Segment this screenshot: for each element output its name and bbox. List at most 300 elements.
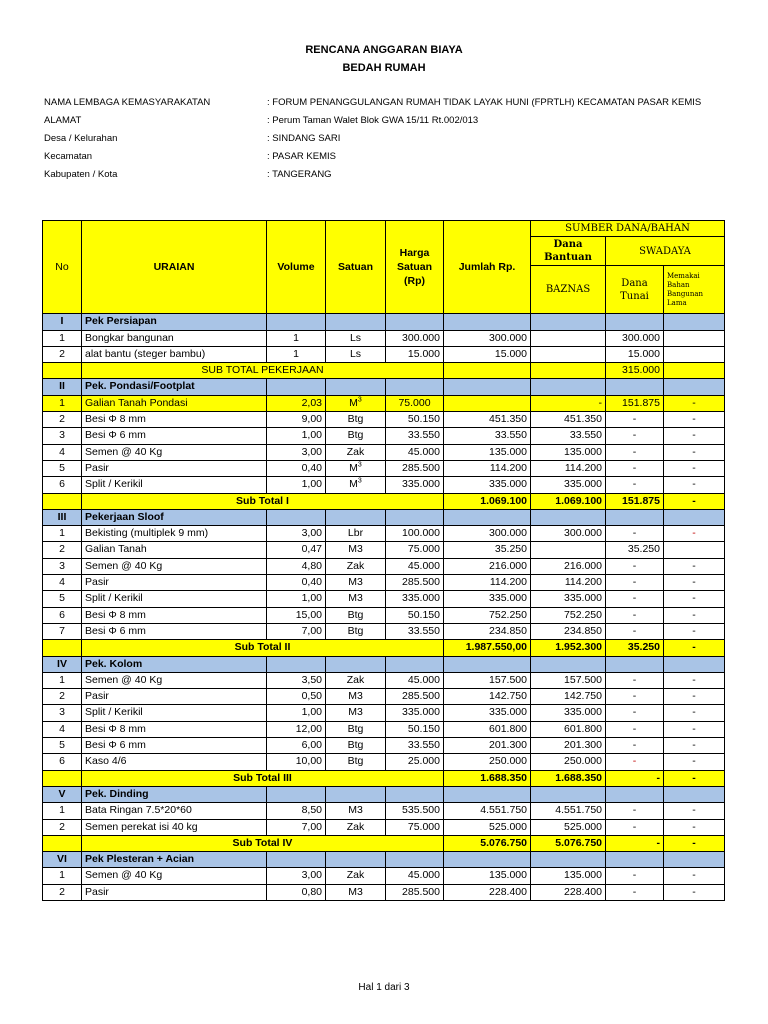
empty-cell [606, 379, 664, 395]
subtotal-lama [664, 363, 725, 379]
cell-jumlah: 300.000 [444, 526, 531, 542]
cell-tunai: - [606, 428, 664, 444]
cell-lama: - [664, 477, 725, 493]
cell-baznas: 114.200 [531, 460, 606, 476]
empty-cell [664, 786, 725, 802]
header-memakai [664, 266, 725, 314]
cell-jumlah: 35.250 [444, 542, 531, 558]
empty-cell [444, 379, 531, 395]
item-row [43, 705, 725, 721]
cell-harga: 75.000 [386, 819, 444, 835]
item-row [43, 460, 725, 476]
cell-tunai: - [606, 444, 664, 460]
cell-volume: 6,00 [267, 738, 326, 754]
empty-cell [531, 314, 606, 330]
header-harga-1: Harga [399, 247, 430, 260]
subtotal-lama: - [664, 640, 725, 656]
cell-jumlah: 114.200 [444, 460, 531, 476]
cell-jumlah: 216.000 [444, 558, 531, 574]
empty-cell [606, 314, 664, 330]
header-sumber: SUMBER DANA/BAHAN [531, 221, 725, 237]
item-row [43, 803, 725, 819]
cell-no: 2 [43, 884, 82, 900]
cell-no: 4 [43, 721, 82, 737]
cell-lama: - [664, 428, 725, 444]
section-row [43, 509, 725, 525]
info-value: : TANGERANG [267, 169, 332, 180]
cell-baznas: 157.500 [531, 672, 606, 688]
cell-uraian: Pasir [82, 884, 267, 900]
cell-jumlah: 228.400 [444, 884, 531, 900]
cell-uraian: Semen @ 40 Kg [82, 558, 267, 574]
empty-cell [531, 379, 606, 395]
item-row [43, 623, 725, 639]
cell-lama: - [664, 575, 725, 591]
cell-tunai: 35.250 [606, 542, 664, 558]
header-dana-bantuan-2: Bantuan [544, 252, 592, 264]
cell-satuan: M3 [326, 542, 386, 558]
item-row [43, 575, 725, 591]
cell-baznas: 228.400 [531, 884, 606, 900]
cell-satuan: M3 [326, 884, 386, 900]
info-row [44, 133, 340, 144]
subtotal-label: SUB TOTAL PEKERJAAN [82, 363, 444, 379]
item-row [43, 721, 725, 737]
header-dana-tunai-2: Tunai [620, 290, 649, 302]
subtotal-jumlah: 1.688.350 [444, 770, 531, 786]
cell-satuan: M3 [326, 575, 386, 591]
section-number: V [43, 786, 82, 802]
cell-lama [664, 330, 725, 346]
cell-lama: - [664, 803, 725, 819]
section-number: VI [43, 852, 82, 868]
cell-no: 1 [43, 672, 82, 688]
empty-cell [326, 786, 386, 802]
cell-harga: 285.500 [386, 460, 444, 476]
empty-cell [43, 640, 82, 656]
cell-harga: 285.500 [386, 884, 444, 900]
cell-baznas [531, 330, 606, 346]
cell-harga: 100.000 [386, 526, 444, 542]
info-label: ALAMAT [44, 115, 82, 126]
cell-jumlah: 142.750 [444, 689, 531, 705]
cell-jumlah: 451.350 [444, 412, 531, 428]
cell-lama: - [664, 591, 725, 607]
cell-baznas: 335.000 [531, 477, 606, 493]
section-number: I [43, 314, 82, 330]
item-row [43, 607, 725, 623]
cell-harga: 285.500 [386, 575, 444, 591]
cell-satuan: M3 [326, 689, 386, 705]
cell-uraian: Besi Φ 8 mm [82, 607, 267, 623]
section-title: Pek. Kolom [82, 656, 267, 672]
header-uraian: URAIAN [82, 221, 267, 314]
info-value: : FORUM PENANGGULANGAN RUMAH TIDAK LAYAK HUNI (FPRTLH) KECAMATAN PASAR KEMIS [267, 97, 702, 108]
empty-cell [43, 363, 82, 379]
subtotal-jumlah: 1.987.550,00 [444, 640, 531, 656]
cell-no: 1 [43, 395, 82, 411]
cell-tunai: - [606, 558, 664, 574]
cell-harga: 300.000 [386, 330, 444, 346]
subtotal-label: Sub Total IV [82, 835, 444, 851]
cell-satuan: Lbr [326, 526, 386, 542]
empty-cell [267, 852, 326, 868]
subtotal-baznas: 5.076.750 [531, 835, 606, 851]
item-row [43, 884, 725, 900]
cell-baznas: 142.750 [531, 689, 606, 705]
item-row [43, 526, 725, 542]
cell-jumlah: 601.800 [444, 721, 531, 737]
cell-no: 2 [43, 412, 82, 428]
subtotal-label: Sub Total III [82, 770, 444, 786]
cell-lama: - [664, 526, 725, 542]
empty-cell [444, 509, 531, 525]
cell-harga: 45.000 [386, 672, 444, 688]
cell-satuan: Zak [326, 444, 386, 460]
cell-jumlah: 752.250 [444, 607, 531, 623]
cell-tunai: - [606, 738, 664, 754]
cell-jumlah: 157.500 [444, 672, 531, 688]
cell-no: 4 [43, 575, 82, 591]
page-number: Hal 1 dari 3 [358, 982, 410, 993]
cell-lama: - [664, 672, 725, 688]
section-title: Pek Persiapan [82, 314, 267, 330]
cell-volume: 15,00 [267, 607, 326, 623]
cell-volume: 0,80 [267, 884, 326, 900]
cell-no: 1 [43, 868, 82, 884]
cell-satuan: M3 [326, 705, 386, 721]
cell-volume: 7,00 [267, 819, 326, 835]
cell-uraian: Pasir [82, 460, 267, 476]
item-row [43, 412, 725, 428]
item-row [43, 591, 725, 607]
cell-harga: 33.550 [386, 428, 444, 444]
empty-cell [326, 656, 386, 672]
item-row [43, 395, 725, 411]
cell-lama: - [664, 819, 725, 835]
cell-uraian: Split / Kerikil [82, 591, 267, 607]
cell-lama: - [664, 395, 725, 411]
cell-uraian: Bekisting (multiplek 9 mm) [82, 526, 267, 542]
item-row [43, 689, 725, 705]
cell-lama: - [664, 884, 725, 900]
cell-uraian: Galian Tanah Pondasi [82, 395, 267, 411]
cell-harga: 285.500 [386, 689, 444, 705]
cell-tunai: - [606, 721, 664, 737]
header-harga-3: (Rp) [404, 275, 425, 288]
cell-uraian: Besi Φ 8 mm [82, 412, 267, 428]
cell-jumlah: 33.550 [444, 428, 531, 444]
cell-lama: - [664, 754, 725, 770]
info-row [44, 169, 332, 180]
satuan-m3: $M^3$ [349, 396, 362, 409]
cell-satuan: Ls [326, 330, 386, 346]
info-value: : SINDANG SARI [267, 133, 341, 144]
cell-volume: 1,00 [267, 477, 326, 493]
cell-uraian: Semen @ 40 Kg [82, 868, 267, 884]
cell-harga: 15.000 [386, 346, 444, 362]
cell-tunai: - [606, 623, 664, 639]
empty-cell [326, 509, 386, 525]
section-row [43, 656, 725, 672]
cell-no: 3 [43, 428, 82, 444]
cell-harga: 535.500 [386, 803, 444, 819]
cell-satuan: Btg [326, 607, 386, 623]
header-harga [386, 221, 444, 314]
cell-no: 5 [43, 460, 82, 476]
cell-tunai: - [606, 884, 664, 900]
subtotal-jumlah: 1.069.100 [444, 493, 531, 509]
cell-lama: - [664, 460, 725, 476]
cell-tunai: - [606, 477, 664, 493]
cell-uraian: Semen @ 40 Kg [82, 672, 267, 688]
info-row [44, 151, 336, 162]
cell-baznas: 216.000 [531, 558, 606, 574]
cell-baznas: 335.000 [531, 591, 606, 607]
info-row [44, 97, 701, 108]
cell-tunai: 151.875 [606, 395, 664, 411]
subtotal-label: Sub Total II [82, 640, 444, 656]
info-row [44, 115, 478, 126]
item-row [43, 542, 725, 558]
cell-harga: 335.000 [386, 477, 444, 493]
cell-harga: 50.150 [386, 412, 444, 428]
section-number: II [43, 379, 82, 395]
subtotal-lama: - [664, 770, 725, 786]
cell-harga: 33.550 [386, 623, 444, 639]
info-value: : PASAR KEMIS [267, 151, 336, 162]
subtotal-jumlah: 5.076.750 [444, 835, 531, 851]
info-label: Kecamatan [44, 151, 93, 162]
header-memakai-4: Lama [667, 298, 687, 307]
header-dana-tunai [606, 266, 664, 314]
cell-baznas: 4.551.750 [531, 803, 606, 819]
cell-jumlah: 335.000 [444, 591, 531, 607]
cell-tunai: - [606, 526, 664, 542]
empty-cell [664, 379, 725, 395]
empty-cell [386, 786, 444, 802]
cell-harga: 45.000 [386, 868, 444, 884]
cell-no: 2 [43, 689, 82, 705]
empty-cell [267, 786, 326, 802]
empty-cell [43, 835, 82, 851]
cell-no: 6 [43, 607, 82, 623]
cell-satuan: Btg [326, 428, 386, 444]
header-volume: Volume [267, 221, 326, 314]
cell-baznas: 451.350 [531, 412, 606, 428]
cell-uraian: Pasir [82, 689, 267, 705]
empty-cell [531, 786, 606, 802]
cell-harga: 45.000 [386, 444, 444, 460]
cell-uraian: Besi Φ 8 mm [82, 721, 267, 737]
cell-volume: 1,00 [267, 428, 326, 444]
cell-baznas [531, 346, 606, 362]
subtotal-lama: - [664, 835, 725, 851]
cell-tunai: - [606, 754, 664, 770]
satuan-m3: $M^3$ [349, 461, 362, 474]
empty-cell [444, 852, 531, 868]
cell-uraian: Split / Kerikil [82, 705, 267, 721]
cell-tunai: - [606, 672, 664, 688]
empty-cell [326, 314, 386, 330]
item-row [43, 428, 725, 444]
cell-jumlah: 135.000 [444, 444, 531, 460]
header-memakai-1: Memakai [667, 271, 700, 280]
info-label: NAMA LEMBAGA KEMASYARAKATAN [44, 97, 211, 108]
empty-cell [664, 656, 725, 672]
cell-baznas: 201.300 [531, 738, 606, 754]
doc-subtitle: BEDAH RUMAH [342, 62, 426, 74]
cell-volume: 1,00 [267, 705, 326, 721]
empty-cell [531, 852, 606, 868]
cell-baznas: 33.550 [531, 428, 606, 444]
cell-jumlah: 15.000 [444, 346, 531, 362]
cell-baznas: - [531, 395, 606, 411]
header-dana-bantuan-1: Dana [553, 239, 583, 251]
empty-cell [664, 852, 725, 868]
header-satuan: Satuan [326, 221, 386, 314]
cell-uraian: Pasir [82, 575, 267, 591]
subtotal-row [43, 493, 725, 509]
cell-lama: - [664, 623, 725, 639]
cell-volume: 3,00 [267, 444, 326, 460]
header-jumlah: Jumlah Rp. [444, 221, 531, 314]
section-row [43, 852, 725, 868]
cell-volume: 1,00 [267, 591, 326, 607]
empty-cell [267, 656, 326, 672]
cell-satuan [326, 477, 386, 493]
cell-lama: - [664, 607, 725, 623]
cell-tunai: 300.000 [606, 330, 664, 346]
cell-harga: 50.150 [386, 721, 444, 737]
subtotal-baznas [531, 363, 606, 379]
empty-cell [664, 509, 725, 525]
cell-satuan: M3 [326, 591, 386, 607]
cell-baznas: 135.000 [531, 868, 606, 884]
subtotal-row [43, 835, 725, 851]
empty-cell [267, 509, 326, 525]
header-memakai-3: Bangunan [667, 289, 704, 298]
cell-volume: 10,00 [267, 754, 326, 770]
cell-volume: 3,50 [267, 672, 326, 688]
empty-cell [606, 656, 664, 672]
header-dana-bantuan [531, 237, 606, 266]
cell-lama: - [664, 705, 725, 721]
empty-cell [386, 379, 444, 395]
item-row [43, 477, 725, 493]
cell-no: 5 [43, 738, 82, 754]
cell-lama: - [664, 738, 725, 754]
cell-tunai: 15.000 [606, 346, 664, 362]
cell-satuan: Zak [326, 868, 386, 884]
empty-cell [386, 509, 444, 525]
section-title: Pek. Pondasi/Footplat [82, 379, 267, 395]
item-row [43, 558, 725, 574]
cell-baznas: 250.000 [531, 754, 606, 770]
empty-cell [326, 379, 386, 395]
cell-tunai: - [606, 705, 664, 721]
cell-uraian: Besi Φ 6 mm [82, 738, 267, 754]
item-row [43, 672, 725, 688]
cell-uraian: Kaso 4/6 [82, 754, 267, 770]
cell-tunai: - [606, 607, 664, 623]
subtotal-jumlah [444, 363, 531, 379]
cell-no: 6 [43, 477, 82, 493]
cell-harga: 25.000 [386, 754, 444, 770]
item-row [43, 444, 725, 460]
cell-jumlah: 250.000 [444, 754, 531, 770]
subtotal-row [43, 770, 725, 786]
item-row [43, 819, 725, 835]
item-row [43, 346, 725, 362]
cell-uraian: Semen perekat isi 40 kg [82, 819, 267, 835]
cell-tunai: - [606, 868, 664, 884]
header-harga-2: Satuan [396, 261, 432, 274]
cell-jumlah: 4.551.750 [444, 803, 531, 819]
header-memakai-2: Bahan [667, 280, 690, 289]
section-number: IV [43, 656, 82, 672]
cell-lama [664, 542, 725, 558]
cell-harga: 75.000 [386, 395, 444, 411]
subtotal-tunai: - [606, 835, 664, 851]
cell-satuan: Btg [326, 754, 386, 770]
cell-jumlah: 135.000 [444, 868, 531, 884]
header-no: No [43, 221, 82, 314]
empty-cell [267, 314, 326, 330]
budget-table [42, 220, 725, 901]
cell-baznas: 300.000 [531, 526, 606, 542]
cell-no: 4 [43, 444, 82, 460]
cell-no: 5 [43, 591, 82, 607]
cell-harga: 50.150 [386, 607, 444, 623]
section-row [43, 786, 725, 802]
empty-cell [43, 493, 82, 509]
cell-harga: 45.000 [386, 558, 444, 574]
empty-cell [267, 379, 326, 395]
cell-no: 2 [43, 346, 82, 362]
cell-lama [664, 346, 725, 362]
header-baznas: BAZNAS [531, 266, 606, 314]
cell-volume: 3,00 [267, 868, 326, 884]
subtotal-baznas: 1.952.300 [531, 640, 606, 656]
empty-cell [326, 852, 386, 868]
cell-lama: - [664, 868, 725, 884]
subtotal-row [43, 363, 725, 379]
cell-lama: - [664, 721, 725, 737]
section-title: Pek Plesteran + Acian [82, 852, 267, 868]
cell-satuan: Zak [326, 819, 386, 835]
empty-cell [386, 656, 444, 672]
cell-uraian: Galian Tanah [82, 542, 267, 558]
section-number: III [43, 509, 82, 525]
empty-cell [606, 852, 664, 868]
cell-volume: 0,40 [267, 460, 326, 476]
empty-cell [386, 852, 444, 868]
cell-no: 2 [43, 819, 82, 835]
cell-uraian: Besi Φ 6 mm [82, 428, 267, 444]
cell-jumlah: 300.000 [444, 330, 531, 346]
cell-jumlah: 335.000 [444, 705, 531, 721]
cell-satuan: Btg [326, 623, 386, 639]
cell-no: 6 [43, 754, 82, 770]
cell-baznas: 335.000 [531, 705, 606, 721]
item-row [43, 868, 725, 884]
cell-jumlah: 525.000 [444, 819, 531, 835]
cell-volume: 0,47 [267, 542, 326, 558]
satuan-m3: $M^3$ [349, 477, 362, 491]
cell-no: 1 [43, 330, 82, 346]
cell-tunai: - [606, 819, 664, 835]
